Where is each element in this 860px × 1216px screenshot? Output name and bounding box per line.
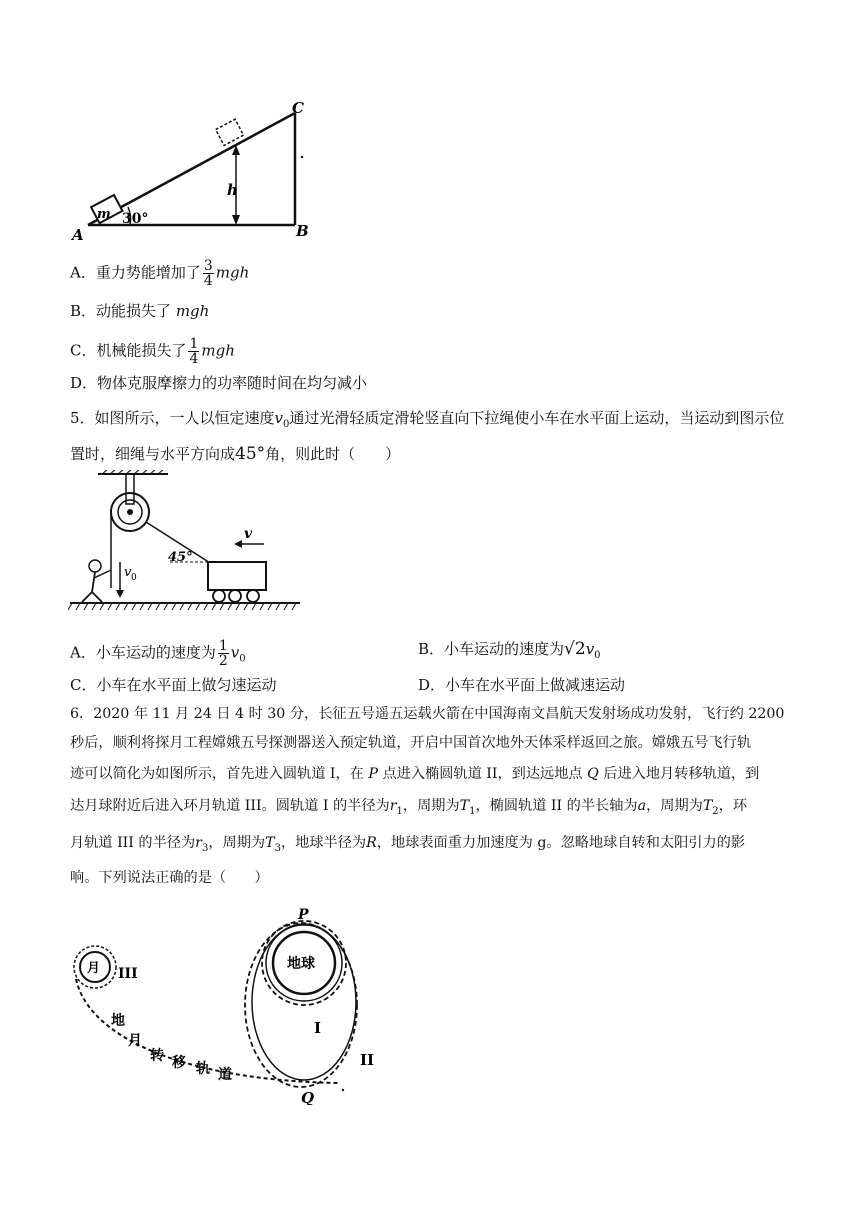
transfer-char-1: 地 <box>111 1013 125 1029</box>
q5-stem-line2: 置时，细绳与水平方向成45°角，则此时（ ） <box>70 444 401 464</box>
height-label: h <box>227 181 238 199</box>
transfer-char-2: 月 <box>128 1033 142 1049</box>
pulley-figure <box>68 470 308 618</box>
incline-figure <box>70 95 330 245</box>
moon-label: 月 <box>87 961 101 976</box>
q6-stem-line3: 迹可以简化为如图所示，首先进入圆轨道 I，在 P 点进入椭圆轨道 II，到达远地点 Q 后进入地月转移轨道，到 <box>70 766 760 782</box>
orbit-figure <box>68 905 398 1105</box>
point-p-label: P <box>298 907 309 923</box>
point-c-label: C <box>292 99 304 117</box>
mass-label: m <box>97 207 111 222</box>
orbit-iii-label: III <box>118 966 138 982</box>
point-b-label: B <box>296 222 309 240</box>
rope-velocity-label: v <box>124 565 132 580</box>
q6-stem-line5: 月轨道 III 的半径为$r_3$，周期为$T_3$，地球半径为R，地球表面重力加速度为 g。忽略地球自转和太阳引力的影 <box>70 835 746 854</box>
q6-stem-line6: 响。下列说法正确的是（ ） <box>70 870 269 886</box>
q5-option-b: B．小车运动的速度为$√2v_0$ <box>418 639 601 661</box>
angle-label: 30° <box>122 211 149 227</box>
q4-option-c: C．机械能损失了 $\frac{1}{4}$ mgh <box>70 336 235 367</box>
q5-option-d: D．小车在水平面上做减速运动 <box>418 676 626 694</box>
point-a-label: A <box>72 226 84 244</box>
q4-option-b: B．动能损失了 mgh <box>70 302 210 320</box>
point-q-label: Q <box>301 1089 315 1105</box>
q6-stem-line4: 达月球附近后进入环月轨道 III。圆轨道 I 的半径为$r_1$，周期为$T_1$，椭圆轨道 II 的半长轴为a，周期为$T_2$，环 <box>70 798 748 817</box>
rope-velocity-sub: 0 <box>131 573 137 583</box>
q6-stem-line2: 秒后，顺利将探月工程嫦娥五号探测器送入预定轨道，开启中国首次地外天体采样返回之旅。嫦娥五号飞行轨 <box>70 735 752 751</box>
q5-option-c: C．小车在水平面上做匀速运动 <box>70 676 277 694</box>
transfer-char-5: 轨 <box>196 1061 210 1077</box>
q5-stem-line1: 5．如图所示，一人以恒定速度$v_0$通过光滑轻质定滑轮竖直向下拉绳使小车在水平面上运动，当运动到图示位 <box>70 409 785 430</box>
earth-label: 地球 <box>287 956 315 972</box>
orbit-i-label: I <box>314 1019 322 1037</box>
pulley-angle-label: 45° <box>168 550 193 565</box>
transfer-char-4: 移 <box>172 1055 186 1071</box>
q5-option-a: A．小车运动的速度为 $\frac{1}{2}$ $v_0$ <box>70 638 246 669</box>
q4-option-a: A．重力势能增加了 $\frac{3}{4}$ mgh <box>70 258 250 289</box>
orbit-ii-label: II <box>360 1051 375 1069</box>
transfer-char-6: 道 <box>218 1067 232 1083</box>
q4-option-d: D．物体克服摩擦力的功率随时间在均匀减小 <box>70 374 368 392</box>
transfer-char-3: 转 <box>150 1048 164 1064</box>
q6-stem-line1: 6．2020 年 11 月 24 日 4 时 30 分，长征五号遥五运载火箭在中国海南文昌航天发射场成功发射，飞行约 2200 <box>70 706 785 722</box>
cart-velocity-label: v <box>244 526 253 542</box>
